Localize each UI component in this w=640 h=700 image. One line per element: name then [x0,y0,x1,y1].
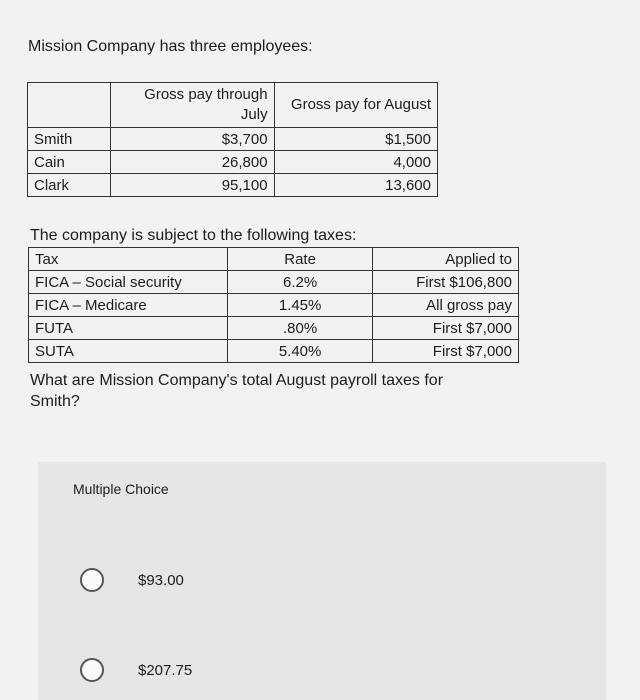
table-row [29,271,519,294]
tax-name: FICA – Social security [29,271,228,294]
header-cell: Gross pay through July [111,83,274,128]
tax-name: FUTA [29,317,228,340]
table-row [28,174,438,197]
employee-name: Cain [28,151,111,174]
choice-label: $207.75 [138,661,193,679]
employee-name: Smith [28,128,111,151]
intro-text: Mission Company has three employees: [28,38,313,55]
table-row [29,294,519,317]
choice-option[interactable] [80,568,184,592]
tax-rate: 5.40% [227,340,373,363]
header-cell: Gross pay for August [274,83,437,128]
table-header-row [29,248,519,271]
pay-through-july: 95,100 [111,174,274,197]
tax-rate: 6.2% [227,271,373,294]
radio-button[interactable] [80,658,104,682]
tax-rate: 1.45% [227,294,373,317]
pay-through-july: $3,700 [111,128,274,151]
radio-button[interactable] [80,568,104,592]
employee-name: Clark [28,174,111,197]
header-cell: Rate [227,248,373,271]
multiple-choice-title: Multiple Choice [73,481,169,497]
header-cell [28,83,111,128]
pay-august: 13,600 [274,174,437,197]
table-row [28,128,438,151]
pay-august: $1,500 [274,128,437,151]
table-row [29,340,519,363]
tax-table [28,247,519,363]
tax-rate: .80% [227,317,373,340]
header-cell: Applied to [373,248,519,271]
tax-name: SUTA [29,340,228,363]
tax-intro-text: The company is subject to the following taxes: [30,227,357,244]
pay-through-july: 26,800 [111,151,274,174]
tax-applied-to: All gross pay [373,294,519,317]
tax-applied-to: First $7,000 [373,340,519,363]
pay-august: 4,000 [274,151,437,174]
choice-option[interactable] [80,658,192,682]
header-cell: Tax [29,248,228,271]
table-row [29,317,519,340]
tax-applied-to: First $7,000 [373,317,519,340]
tax-name: FICA – Medicare [29,294,228,317]
table-header-row [28,83,438,128]
tax-applied-to: First $106,800 [373,271,519,294]
table-row [28,151,438,174]
question-text: What are Mission Company's total August payroll taxes for Smith? [30,372,444,410]
choice-label: $93.00 [138,571,184,589]
employee-table [27,82,438,197]
